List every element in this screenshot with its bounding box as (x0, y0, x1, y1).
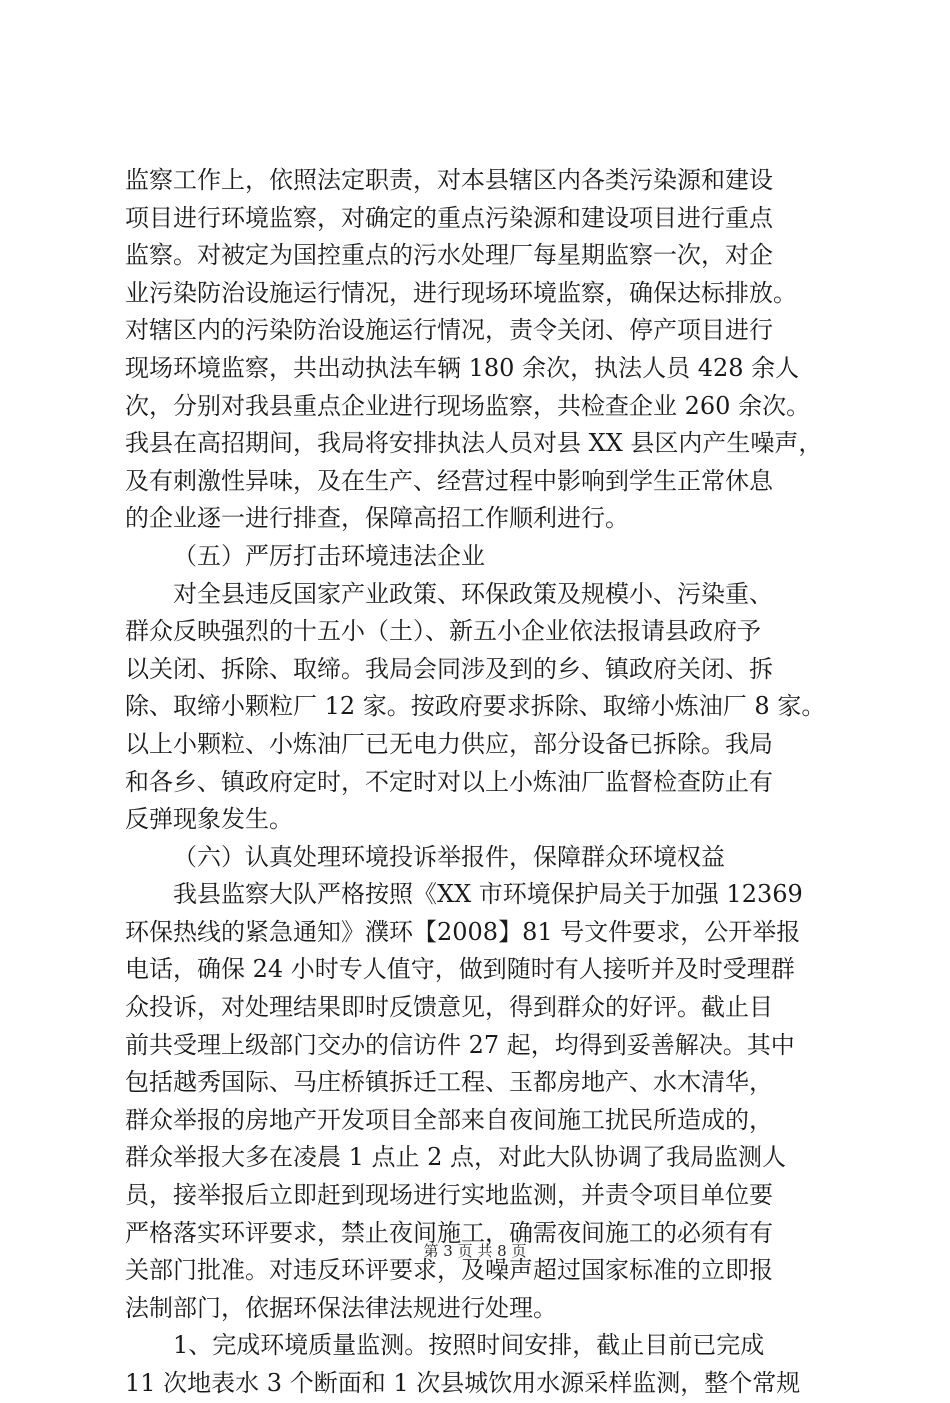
page-footer: 第 3 页 共 8 页 (423, 1242, 527, 1260)
text-line: 及有刺激性异味，及在生产、经营过程中影响到学生正常休息 (125, 466, 773, 495)
text-line: 业污染防治设施运行情况，进行现场环境监察，确保达标排放。 (125, 278, 797, 307)
text-line: 严格落实环评要求，禁止夜间施工，确需夜间施工的必须有有 (125, 1218, 773, 1247)
text-line: 以关闭、拆除、取缔。我局会同涉及到的乡、镇政府关闭、拆 (125, 654, 773, 683)
text-line: 现场环境监察，共出动执法车辆 180 余次，执法人员 428 余人 (125, 353, 800, 382)
text-line: 11 次地表水 3 个断面和 1 次县城饮用水源采样监测，整个常规 (125, 1369, 801, 1397)
text-line: 监察。对被定为国控重点的污水处理厂每星期监察一次，对企 (125, 241, 773, 270)
text-line: 反弹现象发生。 (125, 805, 293, 834)
text-line: （六）认真处理环境投诉举报件，保障群众环境权益 (173, 842, 725, 871)
text-line: 我县在高招期间，我局将安排执法人员对县 XX 县区内产生噪声， (125, 429, 823, 458)
text-line: 群众反映强烈的十五小（土）、新五小企业依法报请县政府予 (125, 617, 761, 646)
text-line: 关部门批准。对违反环评要求，及噪声超过国家标准的立即报 (125, 1256, 773, 1285)
text-line: 群众举报大多在凌晨 1 点止 2 点，对此大队协调了我局监测人 (125, 1143, 787, 1172)
text-line: 监察工作上，依照法定职责，对本县辖区内各类污染源和建设 (125, 166, 773, 194)
text-line: 员，接举报后立即赶到现场进行实地监测，并责令项目单位要 (125, 1181, 773, 1210)
text-line: 1、完成环境质量监测。按照时间安排，截止目前已完成 (173, 1331, 765, 1360)
document-body (125, 162, 830, 1403)
text-line: 环保热线的紧急通知》濮环【2008】81 号文件要求，公开举报 (125, 917, 801, 946)
text-line: 我县监察大队严格按照《XX 市环境保护局关于加强 12369 (173, 880, 803, 909)
text-line: 对全县违反国家产业政策、环保政策及规模小、污染重、 (173, 579, 773, 608)
text-line: 众投诉，对处理结果即时反馈意见，得到群众的好评。截止目 (125, 993, 773, 1022)
text-line: 电话，确保 24 小时专人值守，做到随时有人接听并及时受理群 (125, 955, 795, 984)
text-line: 法制部门，依据环保法律法规进行处理。 (125, 1293, 557, 1322)
text-line: 项目进行环境监察，对确定的重点污染源和建设项目进行重点 (125, 203, 773, 232)
text-line: 群众举报的房地产开发项目全部来自夜间施工扰民所造成的， (125, 1105, 773, 1134)
text-line: 的企业逐一进行排查，保障高招工作顺利进行。 (125, 504, 629, 533)
text-line: 前共受理上级部门交办的信访件 27 起，均得到妥善解决。其中 (125, 1030, 795, 1059)
text-line: （五）严厉打击环境违法企业 (173, 541, 485, 570)
text-line: 对辖区内的污染防治设施运行情况，责令关闭、停产项目进行 (125, 316, 773, 345)
text-line: 包括越秀国际、马庄桥镇拆迁工程、玉都房地产、水木清华， (125, 1068, 773, 1097)
text-line: 和各乡、镇政府定时，不定时对以上小炼油厂监督检查防止有 (125, 767, 773, 796)
text-line: 除、取缔小颗粒厂 12 家。按政府要求拆除、取缔小炼油厂 8 家。 (125, 692, 826, 721)
text-line: 次，分别对我县重点企业进行现场监察，共检查企业 260 余次。 (125, 391, 811, 420)
text-line: 以上小颗粒、小炼油厂已无电力供应，部分设备已拆除。我局 (125, 729, 773, 758)
